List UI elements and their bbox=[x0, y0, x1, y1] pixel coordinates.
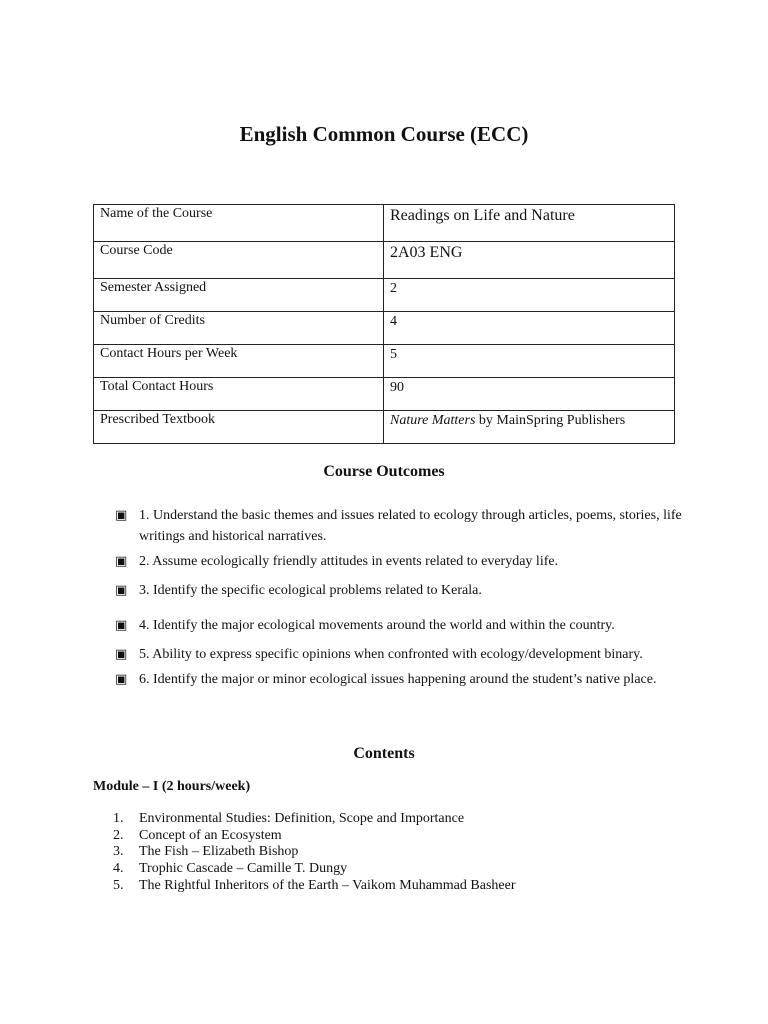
textbook-publisher: by MainSpring Publishers bbox=[475, 413, 626, 428]
outcome-text: 2. Assume ecologically friendly attitudes in events related to everyday life. bbox=[139, 554, 559, 569]
square-bullet-icon: ▣ bbox=[115, 554, 128, 569]
list-item bbox=[113, 844, 713, 861]
credits-value: 4 bbox=[384, 312, 675, 345]
course-outcomes-heading: Course Outcomes bbox=[323, 463, 445, 480]
item-text: Environmental Studies: Definition, Scope and Importance bbox=[139, 811, 465, 826]
square-bullet-icon: ▣ bbox=[115, 618, 128, 633]
outcome-text: 3. Identify the specific ecological problems related to Kerala. bbox=[139, 583, 482, 598]
list-item bbox=[115, 615, 685, 636]
list-item bbox=[115, 580, 685, 601]
outcome-text: 1. Understand the basic themes and issues related to ecology through articles, poems, stories, life writings and historical narratives. bbox=[139, 508, 682, 544]
course-details-table bbox=[93, 204, 675, 444]
course-name-value: Readings on Life and Nature bbox=[384, 205, 675, 242]
contact-hours-week-value: 5 bbox=[384, 345, 675, 378]
square-bullet-icon: ▣ bbox=[115, 583, 128, 598]
list-item bbox=[115, 669, 685, 690]
item-number: 2. bbox=[113, 827, 124, 843]
list-item bbox=[113, 828, 713, 845]
textbook-value bbox=[384, 411, 675, 444]
item-number: 1. bbox=[113, 811, 124, 826]
contents-heading: Contents bbox=[353, 745, 415, 762]
table-row bbox=[94, 411, 675, 444]
outcome-text: 6. Identify the major or minor ecological issues happening around the student’s native place. bbox=[139, 672, 657, 687]
table-row bbox=[94, 312, 675, 345]
credits-label: Number of Credits bbox=[94, 312, 384, 345]
item-number: 5. bbox=[113, 877, 124, 893]
list-item bbox=[115, 551, 685, 572]
course-code-value: 2A03 ENG bbox=[384, 242, 675, 279]
table-row bbox=[94, 279, 675, 312]
list-item bbox=[113, 878, 713, 895]
item-number: 4. bbox=[113, 861, 124, 877]
course-code-label: Course Code bbox=[94, 242, 384, 279]
item-text: Trophic Cascade – Camille T. Dungy bbox=[139, 861, 348, 877]
square-bullet-icon: ▣ bbox=[115, 508, 128, 523]
table-row bbox=[94, 378, 675, 411]
item-number: 3. bbox=[113, 844, 124, 860]
table-row bbox=[94, 205, 675, 242]
item-text: The Fish – Elizabeth Bishop bbox=[139, 844, 299, 860]
item-text: Concept of an Ecosystem bbox=[139, 827, 282, 843]
contact-hours-week-label: Contact Hours per Week bbox=[94, 345, 384, 378]
item-text: The Rightful Inheritors of the Earth – Vaikom Muhammad Basheer bbox=[139, 877, 516, 893]
semester-label: Semester Assigned bbox=[94, 279, 384, 312]
table-row bbox=[94, 242, 675, 279]
total-contact-hours-label: Total Contact Hours bbox=[94, 378, 384, 411]
total-contact-hours-value: 90 bbox=[384, 378, 675, 411]
square-bullet-icon: ▣ bbox=[115, 647, 128, 662]
list-item bbox=[115, 505, 685, 547]
semester-value: 2 bbox=[384, 279, 675, 312]
list-item bbox=[113, 811, 713, 828]
outcome-text: 5. Ability to express specific opinions when confronted with ecology/development binary. bbox=[139, 647, 643, 662]
table-row bbox=[94, 345, 675, 378]
textbook-title: Nature Matters bbox=[390, 413, 476, 428]
module-heading: Module – I (2 hours/week) bbox=[93, 779, 251, 794]
outcome-text: 4. Identify the major ecological movements around the world and within the country. bbox=[139, 618, 615, 633]
page-title: English Common Course (ECC) bbox=[239, 122, 529, 146]
list-item bbox=[113, 861, 713, 878]
outcomes-list bbox=[115, 505, 685, 694]
course-name-label: Name of the Course bbox=[94, 205, 384, 242]
textbook-label: Prescribed Textbook bbox=[94, 411, 384, 444]
list-item bbox=[115, 644, 685, 665]
square-bullet-icon: ▣ bbox=[115, 672, 128, 687]
module-list bbox=[113, 811, 713, 895]
